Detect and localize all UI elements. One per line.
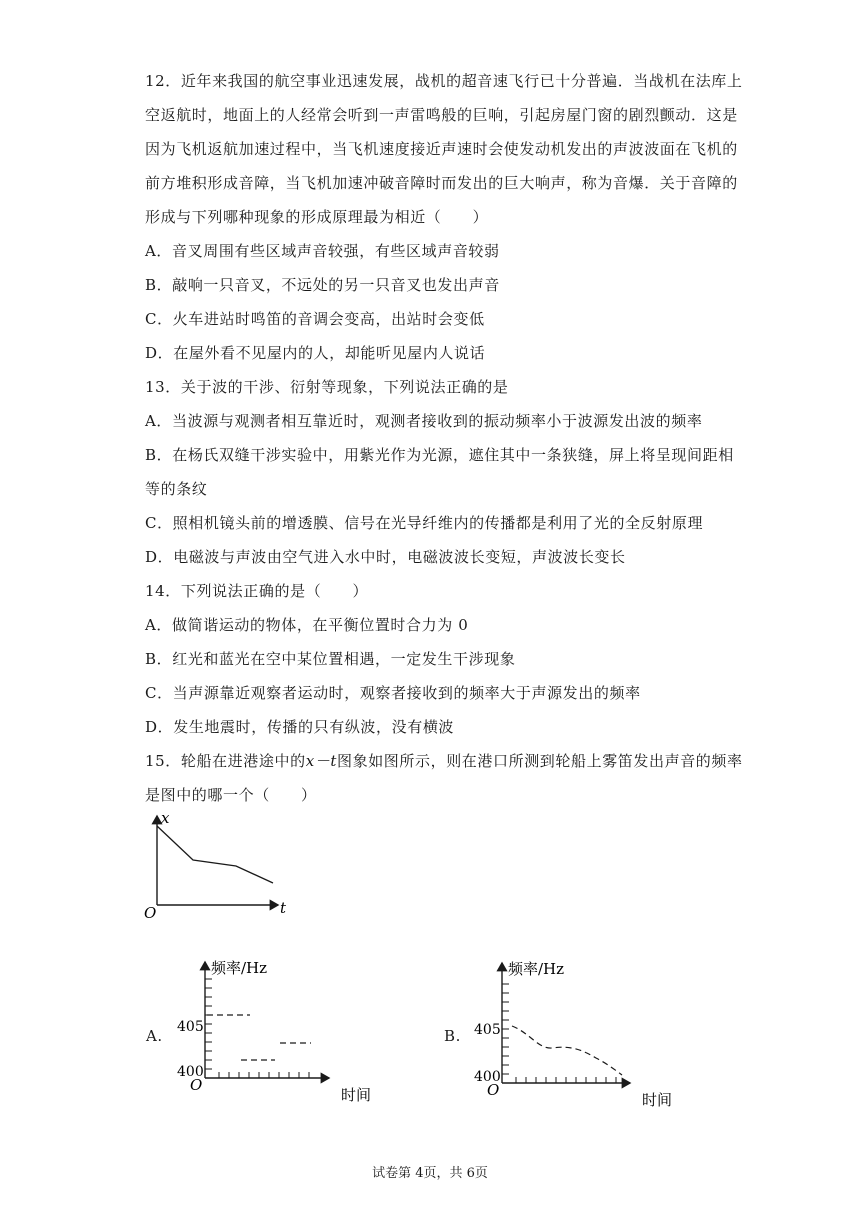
q12-line-5: 形成与下列哪种现象的形成原理最为相近（ ）: [145, 208, 489, 226]
q13-stem: 13．关于波的干涉、衍射等现象，下列说法正确的是: [145, 378, 509, 396]
graph-b-curve: [512, 1026, 622, 1075]
page-footer: 试卷第 4页，共 6页: [372, 1166, 488, 1181]
q12-option-c: C．火车进站时鸣笛的音调会变高，出站时会变低: [145, 310, 485, 328]
q12-line-1: 12．近年来我国的航空事业迅速发展，战机的超音速飞行已十分普遍．当战机在法库上: [145, 72, 743, 90]
graph-a-tick-400: 400: [177, 1064, 204, 1080]
q12-option-d: D．在屋外看不见屋内的人，却能听见屋内人说话: [145, 344, 486, 362]
q15-stem: [145, 751, 743, 771]
xt-origin: O: [144, 904, 157, 922]
graph-b-option-label: B.: [444, 1027, 461, 1045]
q14-option-a: A．做简谐运动的物体，在平衡位置时合力为 0: [145, 616, 469, 634]
xt-graph: [140, 810, 300, 925]
q12-option-b: B．敲响一只音叉，不远处的另一只音叉也发出声音: [145, 276, 500, 294]
graph-b-origin: O: [487, 1081, 500, 1099]
q15-stem-var: x－t: [305, 752, 337, 770]
q13-option-d: D．电磁波与声波由空气进入水中时，电磁波波长变短，声波波长变长: [145, 548, 626, 566]
q12-line-4: 前方堆积形成音障，当飞机加速冲破音障时而发出的巨大响声，称为音爆．关于音障的: [145, 174, 738, 192]
graph-a-option-label: A.: [146, 1027, 163, 1045]
graph-b: [472, 955, 682, 1110]
graph-a-y-ticks: [205, 979, 212, 1069]
graph-a-x-label: 时间: [341, 1086, 372, 1104]
q15-stem-pre: 15．轮船在进港途中的: [145, 752, 306, 770]
q14-option-b: B．红光和蓝光在空中某位置相遇，一定发生干涉现象: [145, 650, 516, 668]
q13-option-a: A．当波源与观测者相互靠近时，观测者接收到的振动频率小于波源发出波的频率: [145, 412, 703, 430]
q14-stem: 14．下列说法正确的是（ ）: [145, 582, 369, 600]
graph-b-x-ticks: [516, 1077, 616, 1083]
xt-x-label: t: [280, 899, 287, 917]
graph-a-origin: O: [190, 1076, 203, 1094]
graph-b-x-label: 时间: [642, 1091, 673, 1109]
xt-y-label: x: [161, 810, 170, 827]
q14-option-c: C．当声源靠近观察者运动时，观察者接收到的频率大于声源发出的频率: [145, 684, 641, 702]
q15-stem-post: 图象如图所示，则在港口所测到轮船上雾笛发出声音的频率: [337, 752, 743, 770]
q15-stem-line-2: 是图中的哪一个（ ）: [145, 786, 317, 804]
q13-option-b-cont: 等的条纹: [145, 480, 208, 498]
q12-line-3: 因为飞机返航加速过程中，当飞机速度接近声速时会使发动机发出的声波波面在飞机的: [145, 140, 738, 158]
q12-line-2: 空返航时，地面上的人经常会听到一声雷鸣般的巨响，引起房屋门窗的剧烈颤动．这是: [145, 106, 738, 124]
graph-b-y-ticks: [502, 984, 509, 1074]
graph-b-tick-405: 405: [474, 1022, 501, 1038]
graph-a-x-ticks: [219, 1072, 309, 1078]
graph-a-tick-405: 405: [177, 1019, 204, 1035]
q12-option-a: A．音叉周围有些区域声音较强，有些区域声音较弱: [145, 242, 500, 260]
graph-b-tick-400: 400: [474, 1069, 501, 1085]
q13-option-c: C．照相机镜头前的增透膜、信号在光导纤维内的传播都是利用了光的全反射原理: [145, 514, 704, 532]
graph-a: [175, 950, 380, 1105]
q13-option-b: B．在杨氏双缝干涉实验中，用紫光作为光源，遮住其中一条狭缝，屏上将呈现间距相: [145, 446, 734, 464]
xt-curve: [157, 826, 273, 883]
q14-option-d: D．发生地震时，传播的只有纵波，没有横波: [145, 718, 455, 736]
graph-b-y-label: 频率/Hz: [508, 960, 565, 978]
graph-a-y-label: 频率/Hz: [211, 959, 268, 977]
